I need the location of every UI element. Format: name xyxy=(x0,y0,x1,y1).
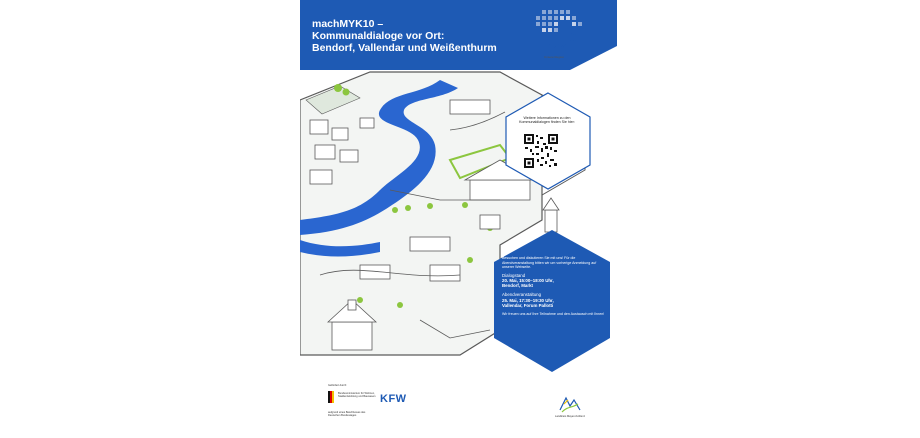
myk10-logo xyxy=(532,8,584,64)
logo-subtext: Unsere Region xyxy=(544,55,565,59)
title-line-2: Kommunaldialoge vor Ort: xyxy=(312,30,445,42)
event2-date: 25. Mai, 17:30–19:30 Uhr, xyxy=(502,297,554,303)
event1-date: 20. Mai, 15:00–18:00 Uhr, xyxy=(502,277,554,283)
qr-code[interactable] xyxy=(523,133,559,169)
logo-number: 10 xyxy=(562,30,577,44)
event1-location: Bendorf, Markt xyxy=(502,283,533,289)
info-intro: Besuchen und diskutieren Sie mit uns! Für die Abendveranstaltung bitten wir um vorherige Anmeldung auf unserer Webseite. xyxy=(502,256,597,270)
title-line-1: machMYK10 – xyxy=(312,18,384,30)
qr-caption: Weitere Informationen zu den Kommunaldialogen finden Sie hier: xyxy=(519,116,575,125)
ministry-text: Bundesministerium für Wohnen, Stadtentwicklung und Bauwesen xyxy=(338,392,376,398)
kfw-logo: KFW xyxy=(380,393,407,405)
event-poster xyxy=(300,0,617,438)
info-closing: Wir freuen uns auf Ihre Teilnahme und den Austausch mit Ihnen! xyxy=(502,312,605,316)
event1-heading: Dialogstand xyxy=(502,272,526,278)
partner-text: Landkreis Mayen-Koblenz xyxy=(555,415,585,418)
event2-heading: Abendveranstaltung xyxy=(502,292,542,298)
title-line-3: Bendorf, Vallendar und Weißenthurm xyxy=(312,42,497,54)
poster-title xyxy=(312,18,522,54)
federal-eagle-icon xyxy=(328,391,336,403)
partner-logo xyxy=(558,394,582,414)
pixel-grid-icon xyxy=(532,8,584,44)
event2-location: Vallendar, Forum Pallotti xyxy=(502,302,554,308)
funding-label: Gefördert durch: xyxy=(328,384,347,387)
logo-text: MYK xyxy=(544,43,567,54)
event-info xyxy=(502,256,606,320)
bundestag-text: aufgrund eines Beschlusses des Deutschen Bundestages xyxy=(328,411,366,417)
poster-artwork xyxy=(300,0,617,438)
